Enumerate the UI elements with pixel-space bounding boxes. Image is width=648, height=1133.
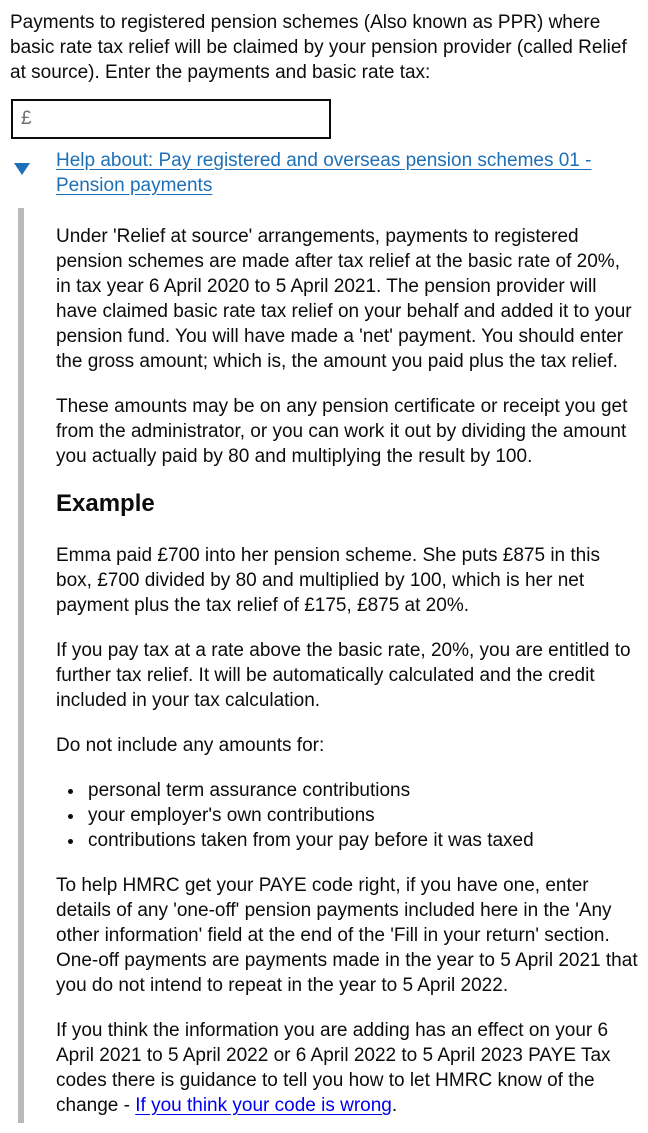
code-wrong-link[interactable]: If you think your code is wrong [135, 1095, 392, 1116]
list-item: • your employer's own contributions [85, 803, 638, 828]
paragraph-text-after-link: . [391, 1095, 398, 1116]
pension-amount-input[interactable] [11, 99, 331, 139]
list-item: • personal term assurance contributions [85, 778, 638, 803]
help-paragraph-certificates: These amounts may be on any pension certificate or receipt you get from the administrator, or you can work it out by dividing the amount you actually paid by 80 and multiplying the result by 100. [56, 396, 628, 467]
list-item: • contributions taken from your pay before it was taxed [85, 828, 638, 853]
help-details-summary[interactable] [10, 148, 638, 198]
question-text: Payments to registered pension schemes (Also known as PPR) where basic rate tax relief will be claimed by your pension provider (called Relief at source). Enter the payments and basic rate tax: [10, 12, 627, 83]
triangle-down-icon [14, 163, 30, 175]
help-paragraph-relief-at-source: Under 'Relief at source' arrangements, payments to registered pension schemes are made after tax relief at the basic rate of 20%, in tax year 6 April 2020 to 5 April 2021. The pension provider will have claimed basic rate tax relief on your behalf and added it to your pension fund. You will have made a 'net' payment. You should enter the gross amount; which is, the amount you paid plus the tax relief. [56, 226, 632, 372]
paragraph-text-before-link: If you think the information you are adding has an effect on your 6 April 2021 to 5 April 2022 or 6 April 2022 to 5 April 2023 PAYE Tax codes there is guidance to tell you how to let HMRC know of the change - [56, 1020, 611, 1116]
help-panel [18, 208, 638, 1123]
example-heading: Example [56, 490, 155, 517]
exclusions-list [56, 778, 638, 853]
help-paragraph-tax-codes [56, 1018, 638, 1122]
help-paragraph-exclusions-intro: Do not include any amounts for: [56, 735, 325, 756]
help-paragraph-example: Emma paid £700 into her pension scheme. She puts £875 in this box, £700 divided by 80 and multiplied by 100, which is her net payment plus the tax relief of £175, £875 at 20%. [56, 545, 600, 616]
disclosure-marker-column [10, 148, 56, 182]
help-summary-link[interactable]: Help about: Pay registered and overseas pension schemes 01 - Pension payments [56, 150, 592, 196]
help-paragraph-paye-code: To help HMRC get your PAYE code right, if you have one, enter details of any 'one-off' pension payments included here in the 'Any other information' field at the end of the 'Fill in your return' section. One-off payments are payments made in the year to 5 April 2021 that you do not intend to repeat in the year to 5 April 2022. [56, 875, 638, 996]
help-paragraph-higher-rate: If you pay tax at a rate above the basic rate, 20%, you are entitled to further tax relief. It will be automatically calculated and the credit included in your tax calculation. [56, 640, 631, 711]
